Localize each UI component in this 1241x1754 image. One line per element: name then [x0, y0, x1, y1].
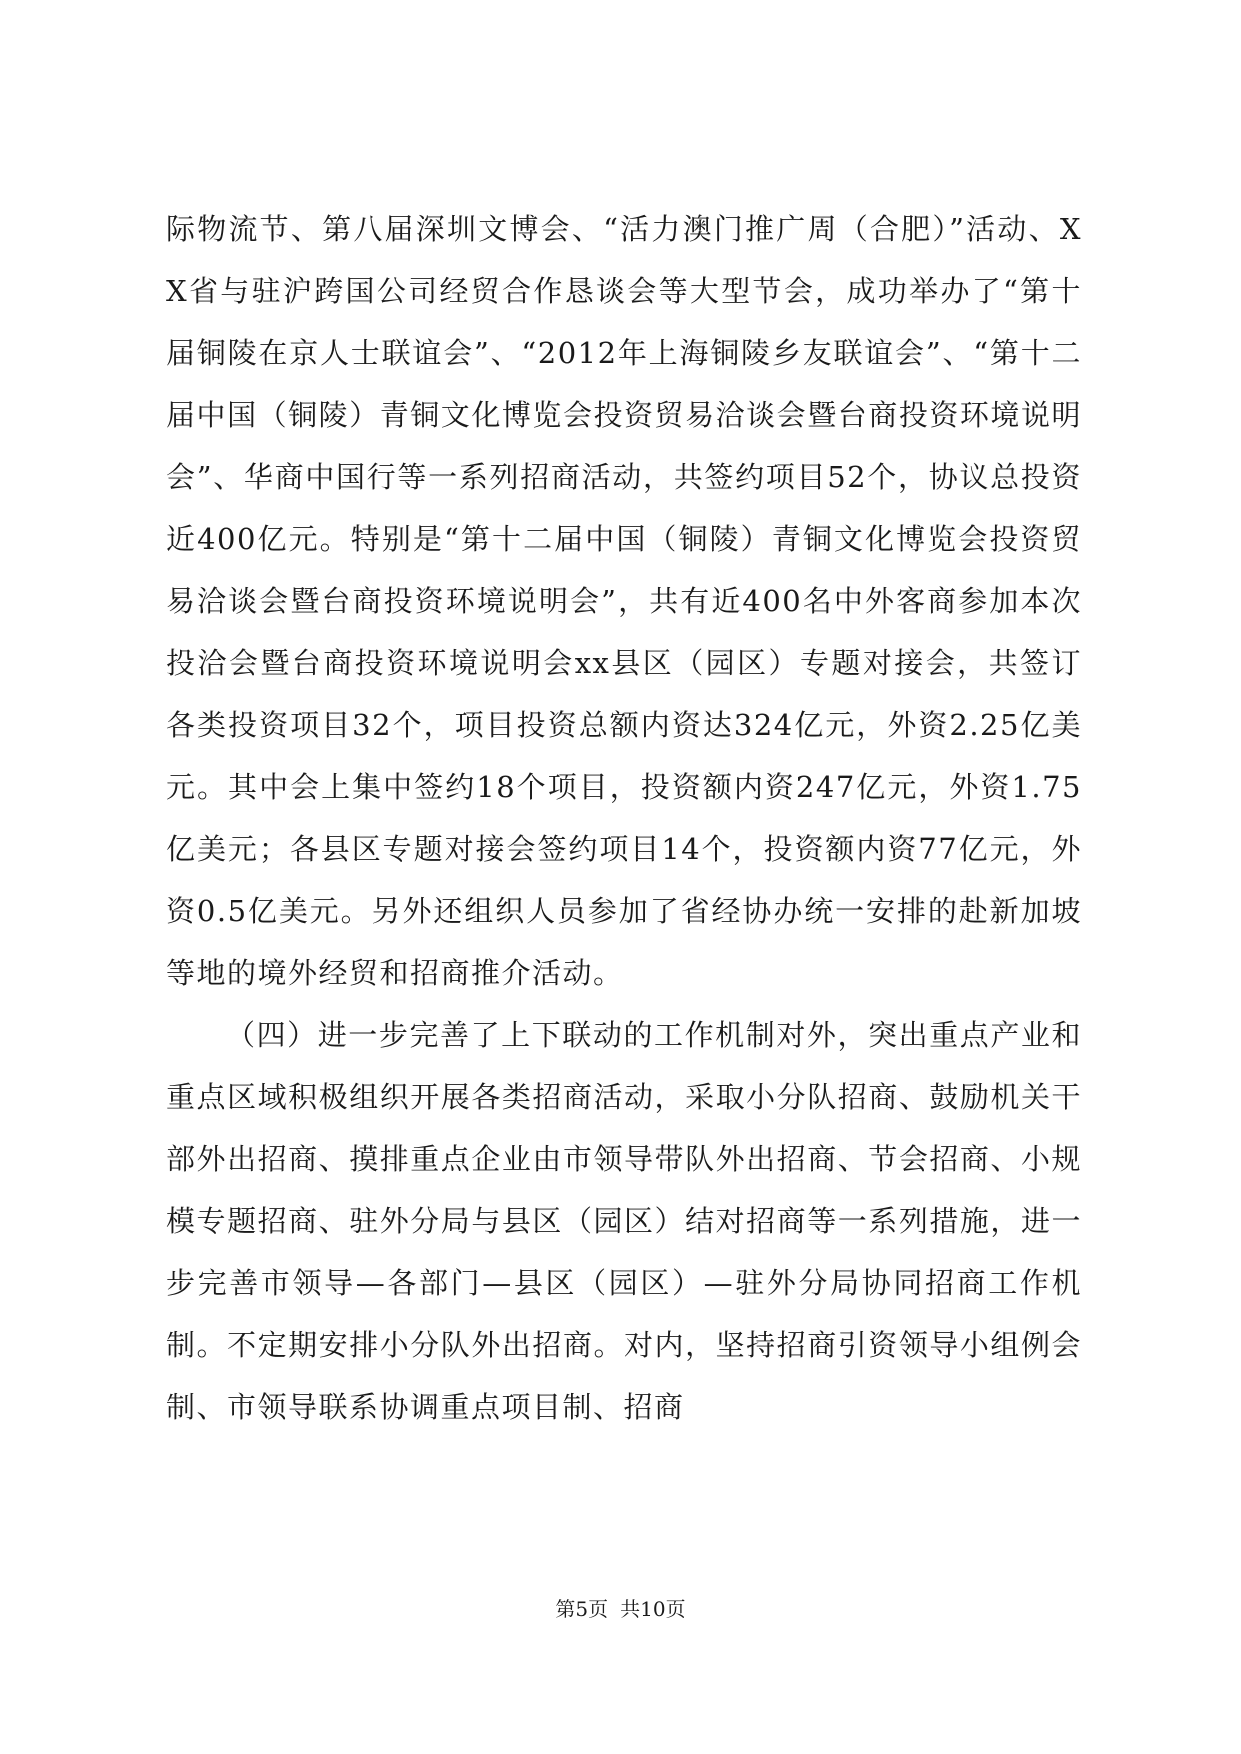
- page-number-total: 共10页: [620, 1597, 686, 1621]
- paragraph-1: 际物流节、第八届深圳文博会、“活力澳门推广周（合肥）”活动、XX省与驻沪跨国公司经贸合作恳谈会等大型节会，成功举办了“第十届铜陵在京人士联谊会”、“2012年上海铜陵乡友联谊会”、“第十二届中国（铜陵）青铜文化博览会投资贸易洽谈会暨台商投资环境说明会”、华商中国行等一系列招商活动，共签约项目52个，协议总投资近400亿元。特别是“第十二届中国（铜陵）青铜文化博览会投资贸易洽谈会暨台商投资环境说明会”，共有近400名中外客商参加本次投洽会暨台商投资环境说明会xx县区（园区）专题对接会，共签订各类投资项目32个，项目投资总额内资达324亿元，外资2.25亿美元。其中会上集中签约18个项目，投资额内资247亿元，外资1.75亿美元；各县区专题对接会签约项目14个，投资额内资77亿元，外资0.5亿美元。另外还组织人员参加了省经协办统一安排的赴新加坡等地的境外经贸和招商推介活动。: [166, 212, 1082, 990]
- document-body: [166, 198, 1082, 1438]
- paragraph-2: （四）进一步完善了上下联动的工作机制对外，突出重点产业和重点区域积极组织开展各类招商活动，采取小分队招商、鼓励机关干部外出招商、摸排重点企业由市领导带队外出招商、节会招商、小规模专题招商、驻外分局与县区（园区）结对招商等一系列措施，进一步完善市领导—各部门—县区（园区）—驻外分局协同招商工作机制。不定期安排小分队外出招商。对内，坚持招商引资领导小组例会制、市领导联系协调重点项目制、招商: [166, 1018, 1082, 1424]
- page-number-current: 第5页: [555, 1597, 609, 1621]
- page-footer: [0, 1594, 1241, 1624]
